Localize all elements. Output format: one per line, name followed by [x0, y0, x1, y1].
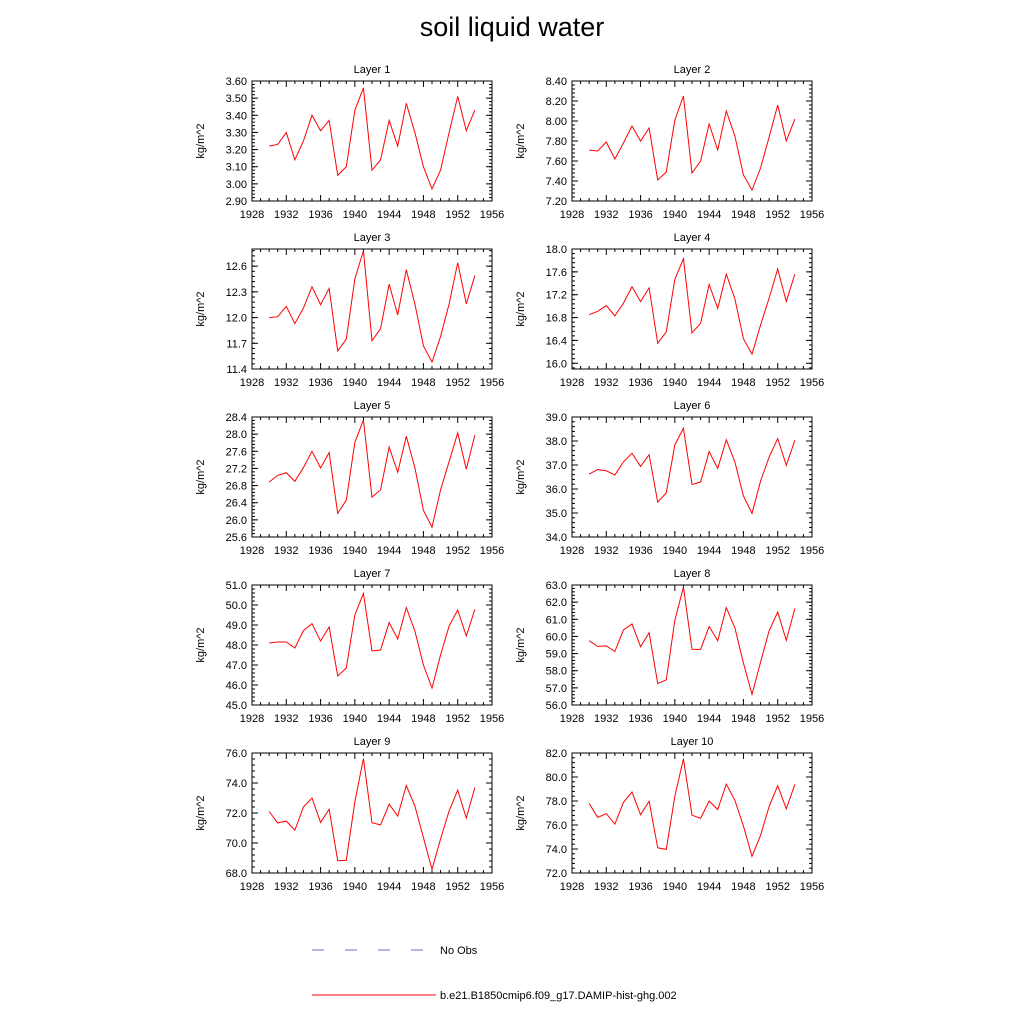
plot-frame	[252, 753, 492, 873]
chart-title: Layer 5	[353, 400, 391, 412]
series-line	[269, 420, 475, 527]
y-tick-label: 51.0	[225, 580, 247, 592]
x-tick-label: 1932	[274, 713, 299, 725]
y-axis-label: kg/m^2	[195, 123, 207, 159]
series-line	[589, 587, 795, 694]
x-tick-label: 1940	[342, 209, 368, 221]
x-tick-label: 1932	[594, 713, 619, 725]
plot-frame	[572, 249, 812, 369]
y-tick-label: 27.2	[225, 463, 247, 476]
y-tick-label: 28.4	[225, 412, 247, 424]
y-tick-label: 18.0	[545, 244, 567, 256]
x-tick-label: 1956	[479, 377, 505, 389]
x-tick-label: 1932	[594, 209, 619, 221]
chart-panel-6	[515, 400, 824, 557]
series-line	[589, 759, 795, 857]
y-tick-label: 60.0	[545, 631, 567, 644]
x-tick-label: 1940	[662, 713, 688, 725]
y-tick-label: 76.0	[545, 820, 567, 832]
x-tick-label: 1956	[799, 209, 825, 221]
y-tick-label: 63.0	[545, 580, 567, 592]
y-axis-label: kg/m^2	[515, 459, 527, 495]
x-tick-label: 1928	[239, 545, 265, 557]
x-tick-label: 1956	[799, 881, 825, 893]
y-tick-label: 17.6	[545, 266, 567, 279]
y-tick-label: 11.4	[226, 364, 247, 376]
x-tick-label: 1948	[731, 545, 756, 557]
y-tick-label: 17.2	[545, 289, 567, 302]
y-tick-label: 37.0	[545, 460, 567, 472]
y-tick-label: 74.0	[545, 844, 567, 856]
x-tick-label: 1948	[731, 377, 756, 389]
y-tick-label: 49.0	[225, 620, 247, 632]
plot-frame	[252, 417, 492, 537]
y-axis-label: kg/m^2	[195, 795, 207, 831]
x-tick-label: 1952	[445, 881, 470, 893]
x-tick-label: 1928	[239, 881, 265, 893]
x-tick-label: 1940	[342, 377, 368, 389]
y-tick-label: 3.20	[225, 144, 247, 157]
y-tick-label: 34.0	[545, 532, 567, 544]
y-tick-label: 11.7	[226, 338, 247, 351]
chart-panel-1	[195, 64, 504, 221]
y-tick-label: 62.0	[545, 597, 567, 610]
y-tick-label: 80.0	[545, 772, 567, 784]
y-tick-label: 35.0	[545, 508, 567, 520]
y-tick-label: 16.8	[545, 312, 567, 325]
x-tick-label: 1936	[308, 713, 333, 725]
x-tick-label: 1936	[628, 545, 653, 557]
x-tick-label: 1928	[559, 377, 585, 389]
y-tick-label: 36.0	[545, 484, 567, 496]
x-tick-label: 1948	[731, 881, 756, 893]
y-tick-label: 12.3	[225, 286, 247, 299]
x-tick-label: 1940	[342, 713, 368, 725]
x-tick-label: 1944	[696, 377, 722, 389]
y-tick-label: 8.40	[545, 76, 567, 88]
y-tick-label: 16.4	[545, 335, 567, 348]
chart-title: Layer 6	[673, 400, 711, 412]
y-tick-label: 12.0	[225, 312, 247, 325]
y-tick-label: 72.0	[225, 808, 247, 820]
x-tick-label: 1936	[628, 377, 653, 389]
x-tick-label: 1944	[696, 545, 722, 557]
x-tick-label: 1928	[559, 881, 585, 893]
y-tick-label: 74.0	[225, 778, 247, 790]
series-line	[269, 88, 475, 189]
y-tick-label: 26.4	[225, 497, 247, 510]
chart-panel-7	[195, 568, 504, 725]
y-tick-label: 26.0	[225, 514, 247, 527]
x-tick-label: 1936	[628, 209, 653, 221]
x-tick-label: 1952	[765, 377, 790, 389]
x-tick-label: 1952	[445, 713, 470, 725]
chart-panel-2	[515, 64, 824, 221]
x-tick-label: 1928	[559, 545, 585, 557]
chart-panel-4	[515, 232, 824, 389]
x-tick-label: 1944	[696, 881, 722, 893]
x-tick-label: 1928	[239, 377, 265, 389]
y-tick-label: 7.20	[545, 196, 567, 208]
x-tick-label: 1956	[479, 881, 505, 893]
y-tick-label: 3.30	[225, 127, 247, 140]
y-tick-label: 39.0	[545, 412, 567, 424]
y-tick-label: 16.0	[545, 358, 567, 371]
x-tick-label: 1948	[731, 713, 756, 725]
x-tick-label: 1952	[765, 881, 790, 893]
x-tick-label: 1944	[376, 545, 402, 557]
x-tick-label: 1944	[696, 713, 722, 725]
y-tick-label: 26.8	[225, 480, 247, 493]
chart-title: Layer 9	[353, 736, 391, 748]
x-tick-label: 1932	[594, 545, 619, 557]
legend-label: No Obs	[440, 945, 478, 957]
x-tick-label: 1936	[308, 545, 333, 557]
y-axis-label: kg/m^2	[195, 627, 207, 663]
y-tick-label: 50.0	[225, 600, 247, 612]
y-tick-label: 68.0	[225, 868, 247, 880]
y-tick-label: 56.0	[545, 700, 567, 712]
x-tick-label: 1952	[765, 713, 790, 725]
plot-frame	[572, 417, 812, 537]
y-tick-label: 45.0	[225, 700, 247, 712]
x-tick-label: 1932	[594, 377, 619, 389]
y-tick-label: 59.0	[545, 648, 567, 661]
x-tick-label: 1936	[308, 209, 333, 221]
y-axis-label: kg/m^2	[515, 627, 527, 663]
x-tick-label: 1948	[411, 713, 436, 725]
y-tick-label: 8.20	[545, 96, 567, 108]
x-tick-label: 1948	[411, 881, 436, 893]
y-axis-label: kg/m^2	[195, 459, 207, 495]
y-tick-label: 7.60	[545, 156, 567, 168]
legend-label: b.e21.B1850cmip6.f09_g17.DAMIP-hist-ghg.002	[440, 990, 677, 1002]
y-tick-label: 78.0	[545, 796, 567, 808]
series-line	[269, 593, 475, 688]
y-tick-label: 8.00	[545, 116, 567, 128]
x-tick-label: 1944	[376, 209, 402, 221]
x-tick-label: 1928	[559, 209, 585, 221]
y-tick-label: 25.6	[225, 532, 247, 544]
y-tick-label: 27.6	[225, 446, 247, 459]
chart-title: Layer 4	[673, 232, 711, 244]
x-tick-label: 1952	[445, 377, 470, 389]
chart-panel-9	[195, 736, 504, 893]
x-tick-label: 1956	[479, 713, 505, 725]
y-tick-label: 61.0	[545, 614, 567, 627]
y-tick-label: 3.50	[225, 93, 247, 106]
y-tick-label: 3.40	[225, 110, 247, 123]
x-tick-label: 1944	[376, 713, 402, 725]
chart-panel-3	[195, 232, 504, 389]
chart-title: Layer 1	[353, 64, 391, 76]
series-line	[269, 759, 475, 870]
chart-title: Layer 2	[673, 64, 711, 76]
series-line	[589, 428, 795, 513]
y-tick-label: 58.0	[545, 665, 567, 678]
x-tick-label: 1940	[662, 545, 688, 557]
chart-panel-8	[515, 568, 824, 725]
y-tick-label: 46.0	[225, 680, 247, 692]
y-tick-label: 12.6	[225, 261, 247, 274]
y-tick-label: 3.10	[225, 161, 247, 174]
y-tick-label: 2.90	[225, 196, 247, 208]
x-tick-label: 1952	[765, 209, 790, 221]
chart-title: Layer 3	[353, 232, 391, 244]
y-tick-label: 57.0	[545, 682, 567, 695]
x-tick-label: 1940	[342, 881, 368, 893]
x-tick-label: 1932	[274, 881, 299, 893]
x-tick-label: 1940	[342, 545, 368, 557]
x-tick-label: 1928	[559, 713, 585, 725]
y-tick-label: 3.60	[225, 76, 247, 88]
x-tick-label: 1932	[274, 209, 299, 221]
y-axis-label: kg/m^2	[515, 795, 527, 831]
x-tick-label: 1956	[799, 545, 825, 557]
y-axis-label: kg/m^2	[515, 291, 527, 327]
y-tick-label: 70.0	[225, 838, 247, 850]
series-line	[589, 259, 795, 354]
y-tick-label: 7.80	[545, 136, 567, 148]
page-title: soil liquid water	[419, 12, 605, 42]
plot-frame	[572, 81, 812, 201]
y-axis-label: kg/m^2	[195, 291, 207, 327]
x-tick-label: 1956	[479, 209, 505, 221]
x-tick-label: 1956	[479, 545, 505, 557]
x-tick-label: 1936	[308, 377, 333, 389]
y-tick-label: 76.0	[225, 748, 247, 760]
chart-title: Layer 7	[353, 568, 391, 580]
chart-title: Layer 8	[673, 568, 711, 580]
y-tick-label: 38.0	[545, 436, 567, 448]
x-tick-label: 1936	[628, 881, 653, 893]
y-axis-label: kg/m^2	[515, 123, 527, 159]
x-tick-label: 1944	[376, 881, 402, 893]
x-tick-label: 1944	[376, 377, 402, 389]
x-tick-label: 1940	[662, 881, 688, 893]
y-tick-label: 48.0	[225, 640, 247, 652]
x-tick-label: 1948	[411, 377, 436, 389]
x-tick-label: 1932	[594, 881, 619, 893]
series-line	[269, 251, 475, 362]
x-tick-label: 1952	[445, 209, 470, 221]
x-tick-label: 1952	[445, 545, 470, 557]
y-tick-label: 47.0	[225, 660, 247, 672]
x-tick-label: 1932	[274, 545, 299, 557]
x-tick-label: 1940	[662, 377, 688, 389]
x-tick-label: 1948	[411, 209, 436, 221]
x-tick-label: 1936	[628, 713, 653, 725]
plot-frame	[572, 585, 812, 705]
x-tick-label: 1948	[731, 209, 756, 221]
x-tick-label: 1944	[696, 209, 722, 221]
y-tick-label: 3.00	[225, 178, 247, 191]
chart-title: Layer 10	[670, 736, 714, 748]
x-tick-label: 1928	[239, 209, 265, 221]
x-tick-label: 1928	[239, 713, 265, 725]
y-tick-label: 72.0	[545, 868, 567, 880]
chart-panel-5	[195, 400, 504, 557]
y-tick-label: 7.40	[545, 176, 567, 188]
y-tick-label: 28.0	[225, 429, 247, 442]
series-line	[589, 96, 795, 190]
x-tick-label: 1956	[799, 377, 825, 389]
x-tick-label: 1936	[308, 881, 333, 893]
x-tick-label: 1932	[274, 377, 299, 389]
x-tick-label: 1952	[765, 545, 790, 557]
y-tick-label: 82.0	[545, 748, 567, 760]
plot-frame	[252, 81, 492, 201]
x-tick-label: 1956	[799, 713, 825, 725]
x-tick-label: 1940	[662, 209, 688, 221]
plot-frame	[252, 585, 492, 705]
x-tick-label: 1948	[411, 545, 436, 557]
chart-panel-10	[515, 736, 824, 893]
